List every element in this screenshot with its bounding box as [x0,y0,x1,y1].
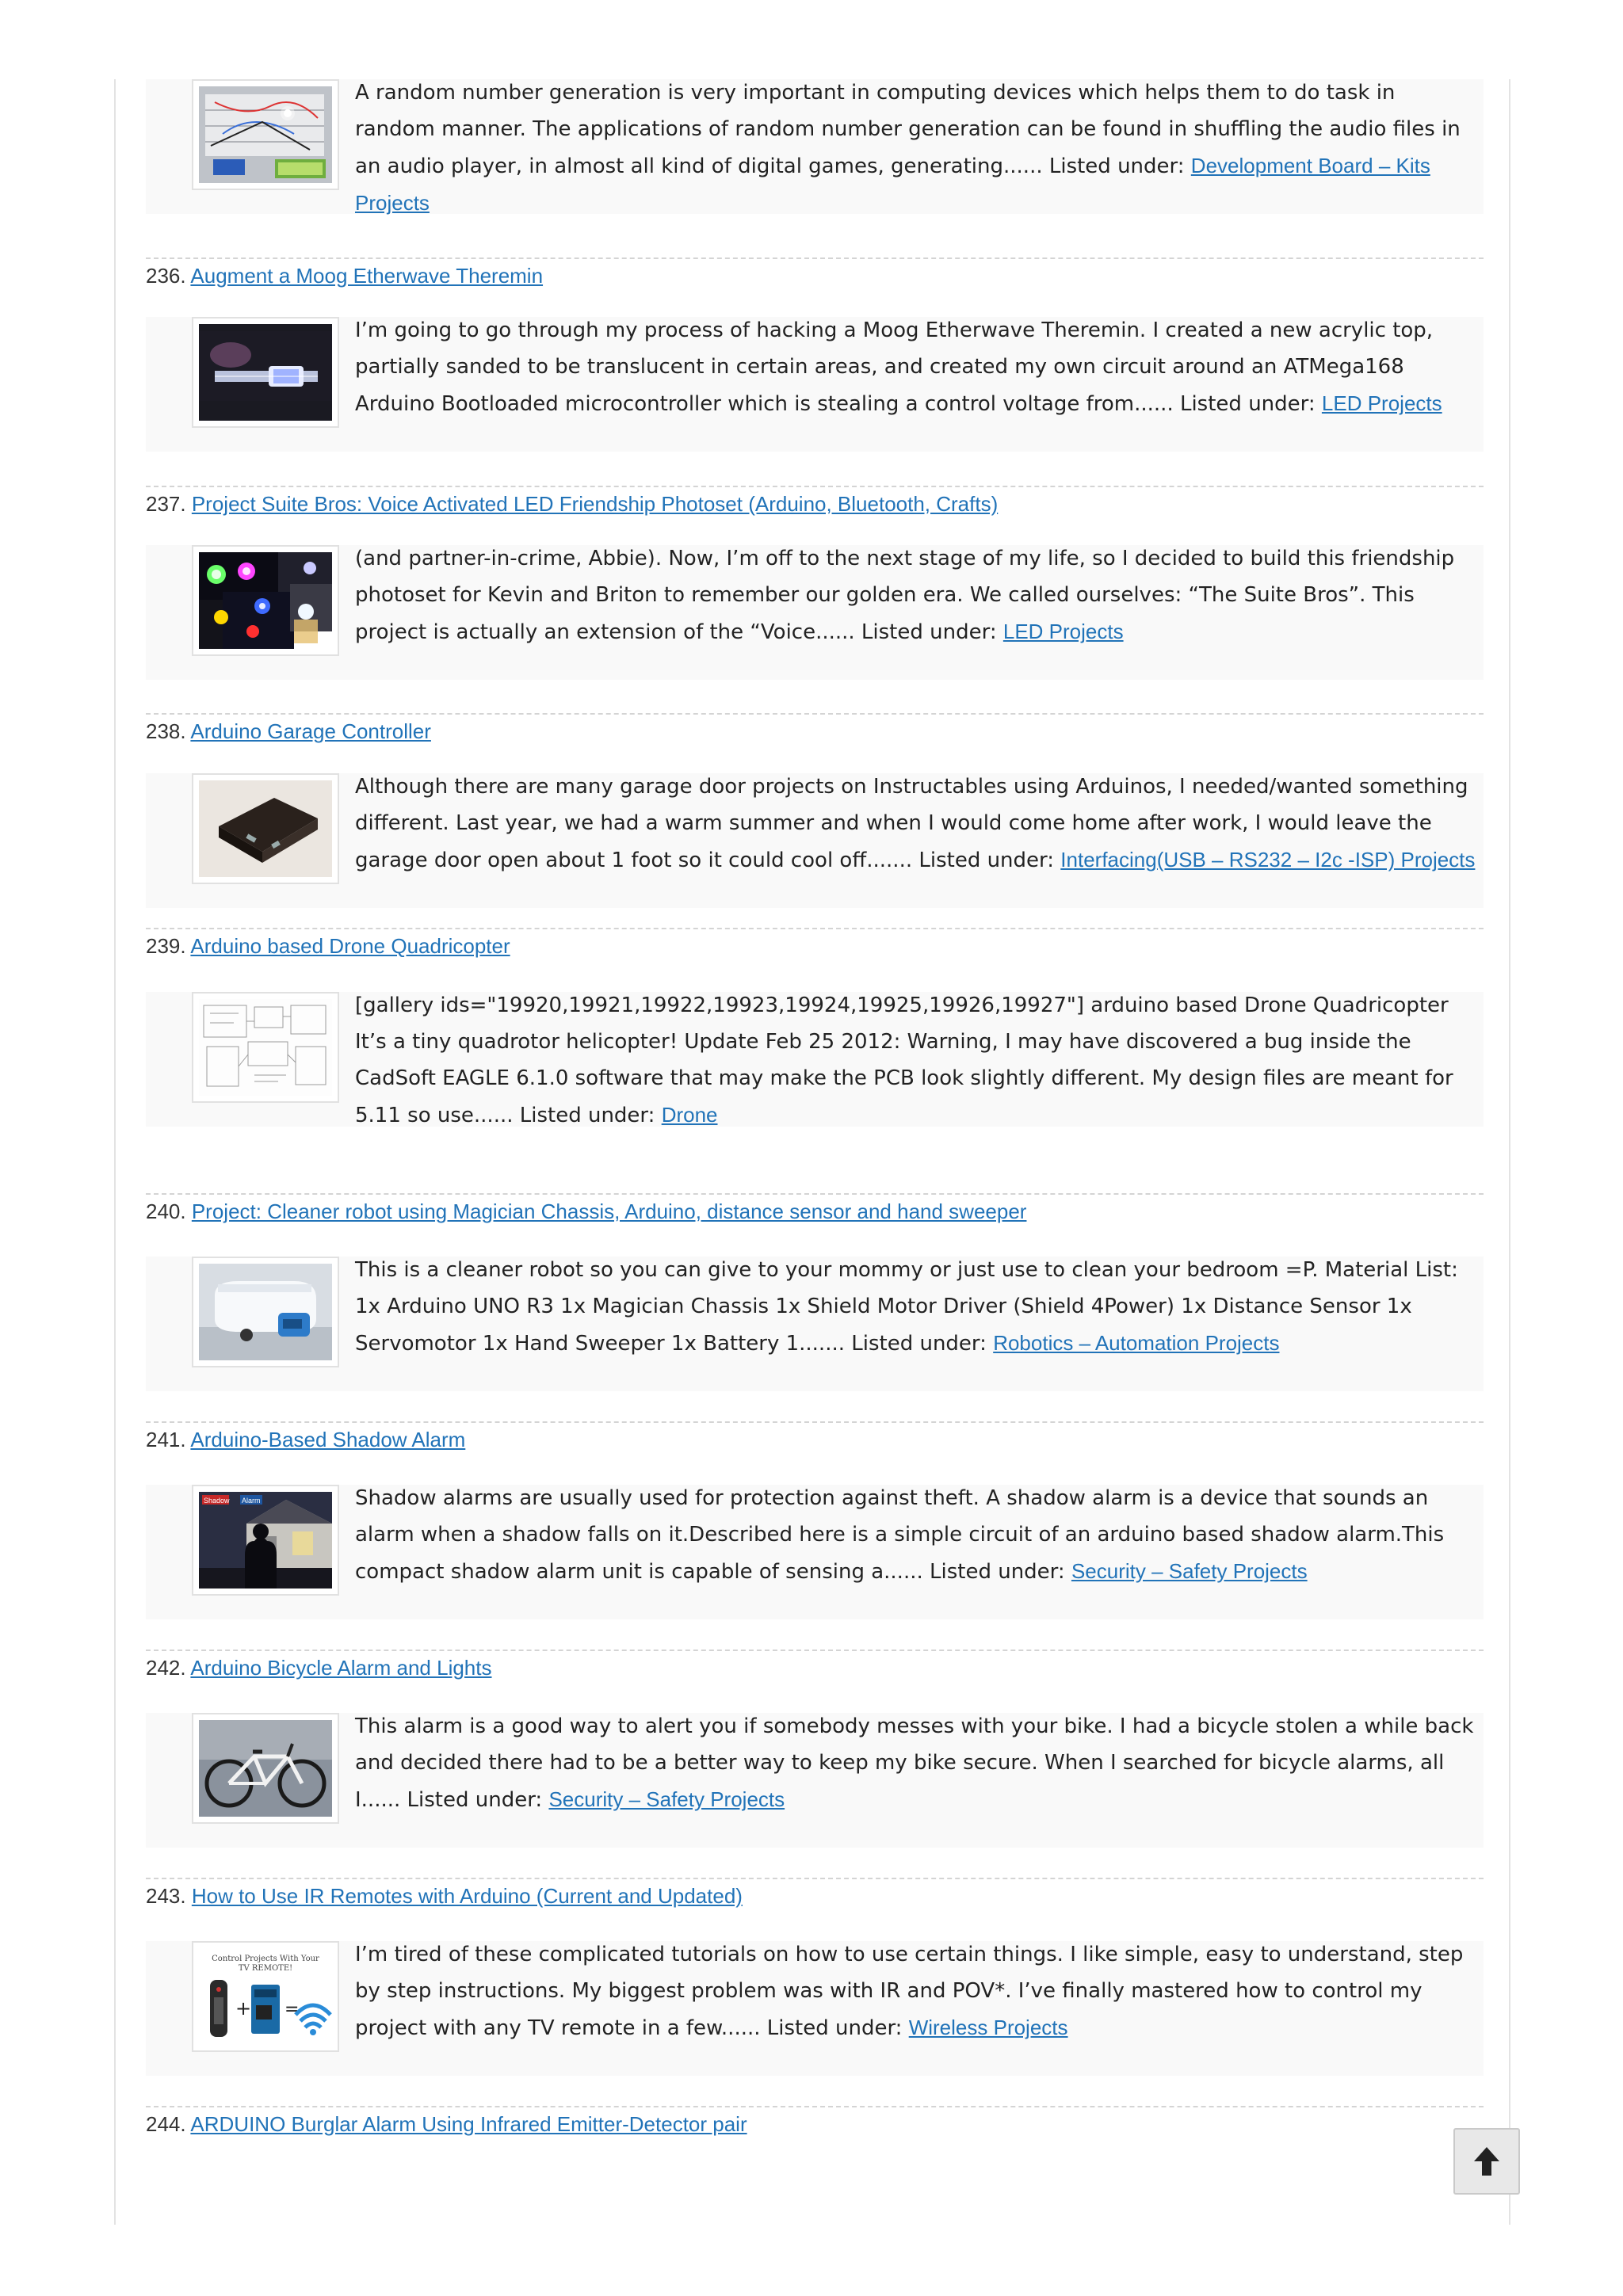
list-item-title [146,928,1484,967]
project-title-link[interactable]: ARDUINO Burglar Alarm Using Infrared Emitter-Detector pair [190,2112,747,2136]
project-title-link[interactable]: How to Use IR Remotes with Arduino (Current and Updated) [191,1884,743,1908]
project-title-link[interactable]: Arduino based Drone Quadricopter [190,934,510,958]
list-item [146,1941,1484,2076]
project-description: Although there are many garage door projects on Instructables using Arduinos, I needed/wanted something different. Last year, we had a warm summer and when I would come home after work, I would leave the garage door open about 1 foot so it could cool off....... Listed under: Interfacing(USB – RS232 – I2c -ISP) Projects [355,775,1476,872]
list-item-title [146,713,1484,753]
list-item [146,1257,1484,1391]
category-link[interactable]: Security – Safety Projects [1071,1559,1308,1583]
project-thumbnail[interactable] [192,1257,339,1367]
list-item-title [146,1421,1484,1461]
category-link[interactable]: Development Board – Kits Projects [355,154,1430,215]
project-thumbnail[interactable] [192,1713,339,1824]
item-number: 237. [146,492,186,516]
list-item [146,79,1484,214]
list-item [146,1713,1484,1848]
arrow-up-icon [1472,2145,1501,2177]
back-to-top-button[interactable] [1453,2128,1520,2195]
project-thumbnail[interactable] [192,79,339,190]
item-number: 241. [146,1428,186,1451]
project-title-link[interactable]: Arduino-Based Shadow Alarm [190,1428,466,1451]
project-thumbnail[interactable] [192,1941,339,2052]
list-item [146,317,1484,452]
category-link[interactable]: LED Projects [1321,391,1442,415]
item-number: 238. [146,719,186,743]
shadow-label: Shadow [204,1497,230,1505]
project-title-link[interactable]: Project: Cleaner robot using Magician Chassis, Arduino, distance sensor and hand sweeper [191,1199,1027,1223]
item-number: 244. [146,2112,186,2136]
list-item [146,1485,1484,1619]
category-link[interactable]: Robotics – Automation Projects [993,1331,1280,1355]
project-thumbnail[interactable] [192,1485,339,1596]
ir-thumb-line1: Control Projects With Your [212,1955,319,1963]
project-description: I’m going to go through my process of hacking a Moog Etherwave Theremin. I created a new acrylic top, partially sanded to be translucent in certain areas, and created my own circuit around an ATMega168 Arduino Bootloaded microcontroller which is stealing a control voltage from...... Listed under: LED Projects [355,318,1442,416]
item-number: 236. [146,264,186,288]
project-title-link[interactable]: Arduino Bicycle Alarm and Lights [190,1656,492,1680]
project-description: [gallery ids="19920,19921,19922,19923,19924,19925,19926,19927"] arduino based Drone Quadricopter It’s a tiny quadrotor helicopter! Update Feb 25 2012: Warning, I may have discovered a bug inside the CadSoft EAGLE 6.1.0 software that may make the PCB look slightly different. My design files are meant for 5.11 so use...... Listed under: Drone [355,994,1453,1127]
list-item-title [146,486,1484,525]
project-description: Shadow alarms are usually used for protection against theft. A shadow alarm is a device that sounds an alarm when a shadow falls on it.Described here is a simple circuit of an arduino based shadow alarm.This compact shadow alarm unit is capable of sensing a...... Listed under: Security – Safety Projects [355,1486,1445,1584]
list-item [146,773,1484,908]
category-link[interactable]: Interfacing(USB – RS232 – I2c -ISP) Projects [1060,848,1476,871]
project-description: This alarm is a good way to alert you if somebody messes with your bike. I had a bicycle stolen a while back and decided there had to be a better way to keep my bike secure. When I searched for bicycle alarms, all I...... Listed under: Security – Safety Projects [355,1714,1474,1812]
project-thumbnail[interactable] [192,317,339,428]
project-description: (and partner-in-crime, Abbie). Now, I’m off to the next stage of my life, so I decided to build this friendship photoset for Kevin and Briton to remember our golden era. We called ourselves: “The Suite Bros”. This project is actually an extension of the “Voice...... Listed under: LED Projects [355,547,1455,644]
item-number: 240. [146,1199,186,1223]
project-title-link[interactable]: Project Suite Bros: Voice Activated LED Friendship Photoset (Arduino, Bluetooth, Crafts) [191,492,999,516]
list-item-title [146,1878,1484,1917]
item-number: 239. [146,934,186,958]
project-title-link[interactable]: Arduino Garage Controller [190,719,431,743]
category-link[interactable]: LED Projects [1002,620,1124,643]
project-description: This is a cleaner robot so you can give to your mommy or just use to clean your bedroom =P. Material List: 1x Arduino UNO R3 1x Magician Chassis 1x Shield Motor Driver (Shield 4Power) 1x Distance Sensor 1x Servomotor 1x Hand Sweeper 1x Battery 1....... Listed under: Robotics – Automation Projects [355,1258,1458,1356]
list-item [146,545,1484,680]
project-title-link[interactable]: Augment a Moog Etherwave Theremin [190,264,544,288]
list-item [146,992,1484,1127]
list-item-title [146,2106,1484,2145]
category-link[interactable]: Drone [661,1103,718,1127]
project-thumbnail[interactable] [192,992,339,1103]
project-description: I’m tired of these complicated tutorials on how to use certain things. I like simple, easy to understand, step by step instructions. My biggest problem was with IR and POV*. I’ve finally mastered how to control my project with any TV remote in a few...... Listed under: Wireless Projects [355,1943,1464,2040]
list-item-title [146,257,1484,297]
project-thumbnail[interactable] [192,545,339,656]
category-link[interactable]: Wireless Projects [908,2016,1068,2039]
ir-thumb-line2: TV REMOTE! [238,1964,293,1973]
alarm-label: Alarm [242,1497,261,1505]
item-number: 243. [146,1884,186,1908]
list-item-title [146,1193,1484,1233]
category-link[interactable]: Security – Safety Projects [548,1787,785,1811]
project-thumbnail[interactable] [192,773,339,884]
svg-text:=: = [285,2000,300,2019]
project-description: A random number generation is very important in computing devices which helps them to do task in random manner. The applications of random number generation can be found in shuffling the audio files in an audio player, in almost all kind of digital games, generating...... Listed under: Development Board – Kits Projects [355,81,1461,215]
item-number: 242. [146,1656,186,1680]
list-item-title [146,1650,1484,1689]
svg-text:+: + [235,1997,252,2019]
